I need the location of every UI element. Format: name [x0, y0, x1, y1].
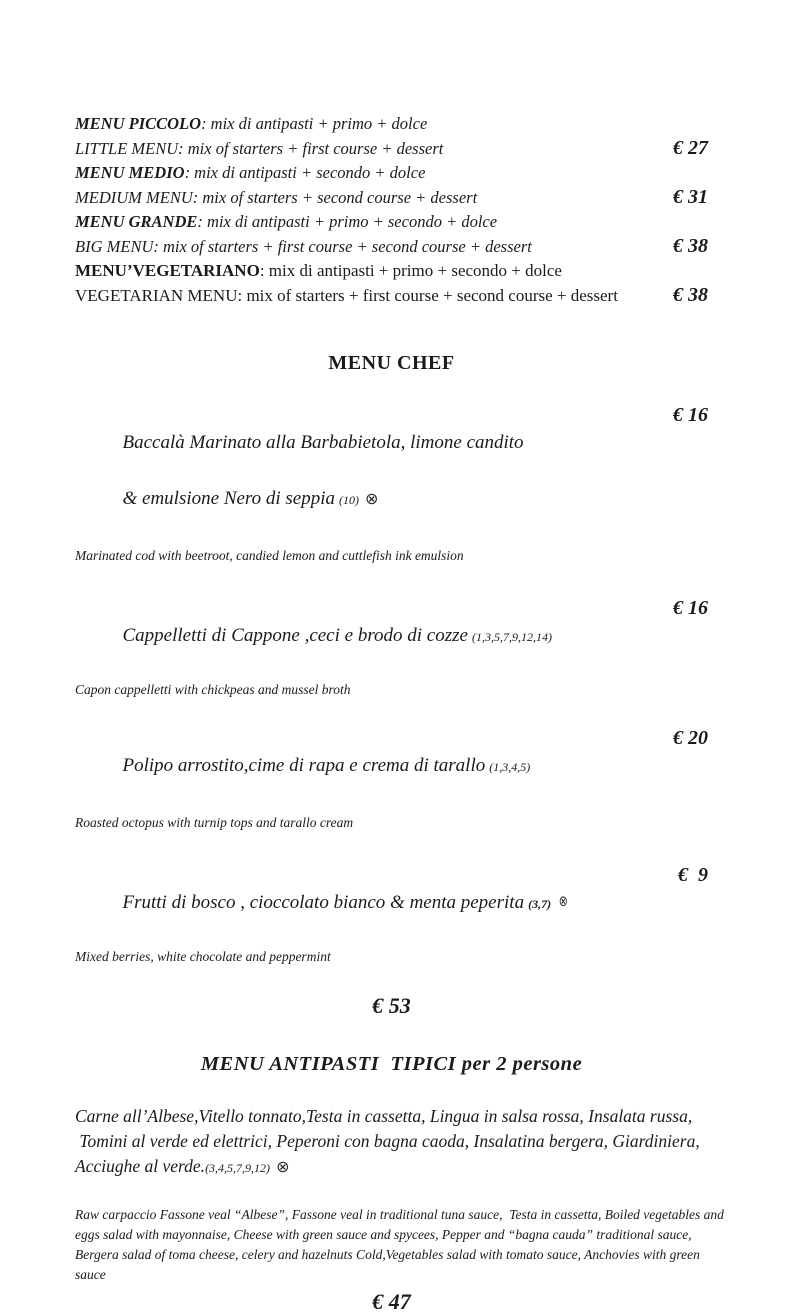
antipasti-line: Acciughe al verde.(3,4,5,7,9,12) ⊗	[75, 1154, 708, 1181]
allergen-numbers: (3,7)	[528, 897, 552, 911]
allergen-numbers: (10)	[339, 493, 359, 507]
dish-baccala	[75, 401, 708, 564]
combo-row-piccolo-en	[75, 136, 708, 161]
dish-price: € 16	[673, 597, 708, 619]
dish-description: Marinated cod with beetroot, candied lemon and cuttlefish ink emulsion	[75, 548, 464, 563]
combo-row-vegetariano-en	[75, 283, 708, 308]
combo-name: MENU MEDIO	[75, 163, 185, 182]
menu-antipasti-section	[75, 1053, 724, 1315]
dish-name: Baccalà Marinato alla Barbabietola, limone candito & emulsione Nero di seppia (10) ⊗	[75, 401, 524, 542]
dish-frutti-di-bosco	[75, 861, 708, 965]
antipasti-line: Tomini al verde ed elettrici, Peperoni con bagna caoda, Insalatina bergera, Giardiniera,	[75, 1131, 700, 1151]
antipasti-dish-list	[75, 1104, 708, 1181]
dish-name: Frutti di bosco , cioccolato bianco & menta peperita (3,7) ⊗	[75, 861, 570, 946]
combo-price: € 27	[673, 137, 708, 159]
combo-price: € 38	[673, 284, 708, 306]
menu-antipasti-total-price: € 47	[372, 1289, 411, 1314]
menu-chef-title: MENU CHEF	[328, 352, 455, 374]
dish-cappelletti	[75, 594, 708, 698]
combo-price: € 31	[673, 186, 708, 208]
frozen-product-icon: ⊗	[365, 489, 379, 508]
combo-name: MENU GRANDE	[75, 212, 198, 231]
combo-text-en: BIG MENU: mix of starters + first course + second course + dessert	[75, 237, 532, 256]
combo-desc: : mix di antipasti + primo + secondo + dolce	[259, 261, 562, 280]
combo-text	[75, 161, 425, 185]
combo-row-piccolo-it	[75, 112, 708, 136]
antipasti-desc-line: eggs salad with mayonnaise, Cheese with green sauce and spycees, Pepper and “bagna cauda” traditional sauce,	[75, 1227, 692, 1242]
combo-text	[75, 112, 427, 136]
antipasti-desc-line: sauce	[75, 1267, 106, 1282]
menu-chef-total-price: € 53	[372, 993, 411, 1018]
menu-antipasti-title: MENU ANTIPASTI TIPICI per 2 persone	[200, 1053, 583, 1075]
combo-price: € 38	[673, 235, 708, 257]
combo-text-en: VEGETARIAN MENU: mix of starters + first course + second course + dessert	[75, 286, 618, 305]
dish-name: Polipo arrostito,cime di rapa e crema di tarallo (1,3,4,5)	[122, 755, 531, 776]
allergen-numbers: (1,3,5,7,9,12,14)	[471, 630, 552, 644]
combo-menus-section	[75, 112, 708, 308]
allergen-numbers: (3,4,5,7,9,12)	[205, 1161, 271, 1175]
combo-text	[75, 210, 497, 234]
combo-desc: : mix di antipasti + primo + secondo + dolce	[197, 212, 498, 231]
combo-row-grande-en	[75, 234, 708, 259]
antipasti-desc-line: Raw carpaccio Fassone veal “Albese”, Fassone veal in traditional tuna sauce, Testa in cassetta, Boiled vegetables and	[75, 1207, 724, 1222]
dish-description: Roasted octopus with turnip tops and tarallo cream	[75, 815, 354, 830]
combo-name: MENU PICCOLO	[75, 114, 202, 133]
dish-price: € 9	[678, 864, 708, 886]
combo-text	[75, 259, 562, 283]
combo-row-medio-en	[75, 185, 708, 210]
combo-row-vegetariano-it	[75, 259, 708, 283]
dish-description: Mixed berries, white chocolate and peppermint	[75, 949, 331, 964]
allergen-numbers: (1,3,4,5)	[489, 760, 531, 774]
combo-row-grande-it	[75, 210, 708, 234]
combo-desc: : mix di antipasti + primo + dolce	[201, 114, 428, 133]
frozen-product-icon: ⊗	[558, 892, 568, 910]
antipasti-line: Carne all’Albese,Vitello tonnato,Testa in cassetta, Lingua in salsa rossa, Insalata russa,	[75, 1106, 693, 1126]
combo-text-en: MEDIUM MENU: mix of starters + second course + dessert	[75, 188, 478, 207]
dish-price: € 16	[673, 404, 708, 426]
menu-chef-section	[75, 352, 708, 1019]
dish-description: Capon cappelletti with chickpeas and mussel broth	[75, 682, 351, 697]
dish-price: € 20	[673, 727, 708, 749]
combo-desc: : mix di antipasti + secondo + dolce	[184, 163, 426, 182]
dish-polipo	[75, 724, 708, 831]
combo-name: MENU’VEGETARIANO	[75, 261, 260, 280]
combo-text-en: LITTLE MENU: mix of starters + first course + dessert	[75, 139, 444, 158]
frozen-product-icon: ⊗	[276, 1157, 290, 1176]
antipasti-description-en	[75, 1205, 724, 1285]
dish-name: Cappelletti di Cappone ,ceci e brodo di cozze (1,3,5,7,9,12,14)	[122, 625, 552, 646]
antipasti-desc-line: Bergera salad of toma cheese, celery and hazelnuts Cold,Vegetables salad with tomato sauce, Anchovies with green	[75, 1247, 700, 1262]
combo-row-medio-it	[75, 161, 708, 185]
